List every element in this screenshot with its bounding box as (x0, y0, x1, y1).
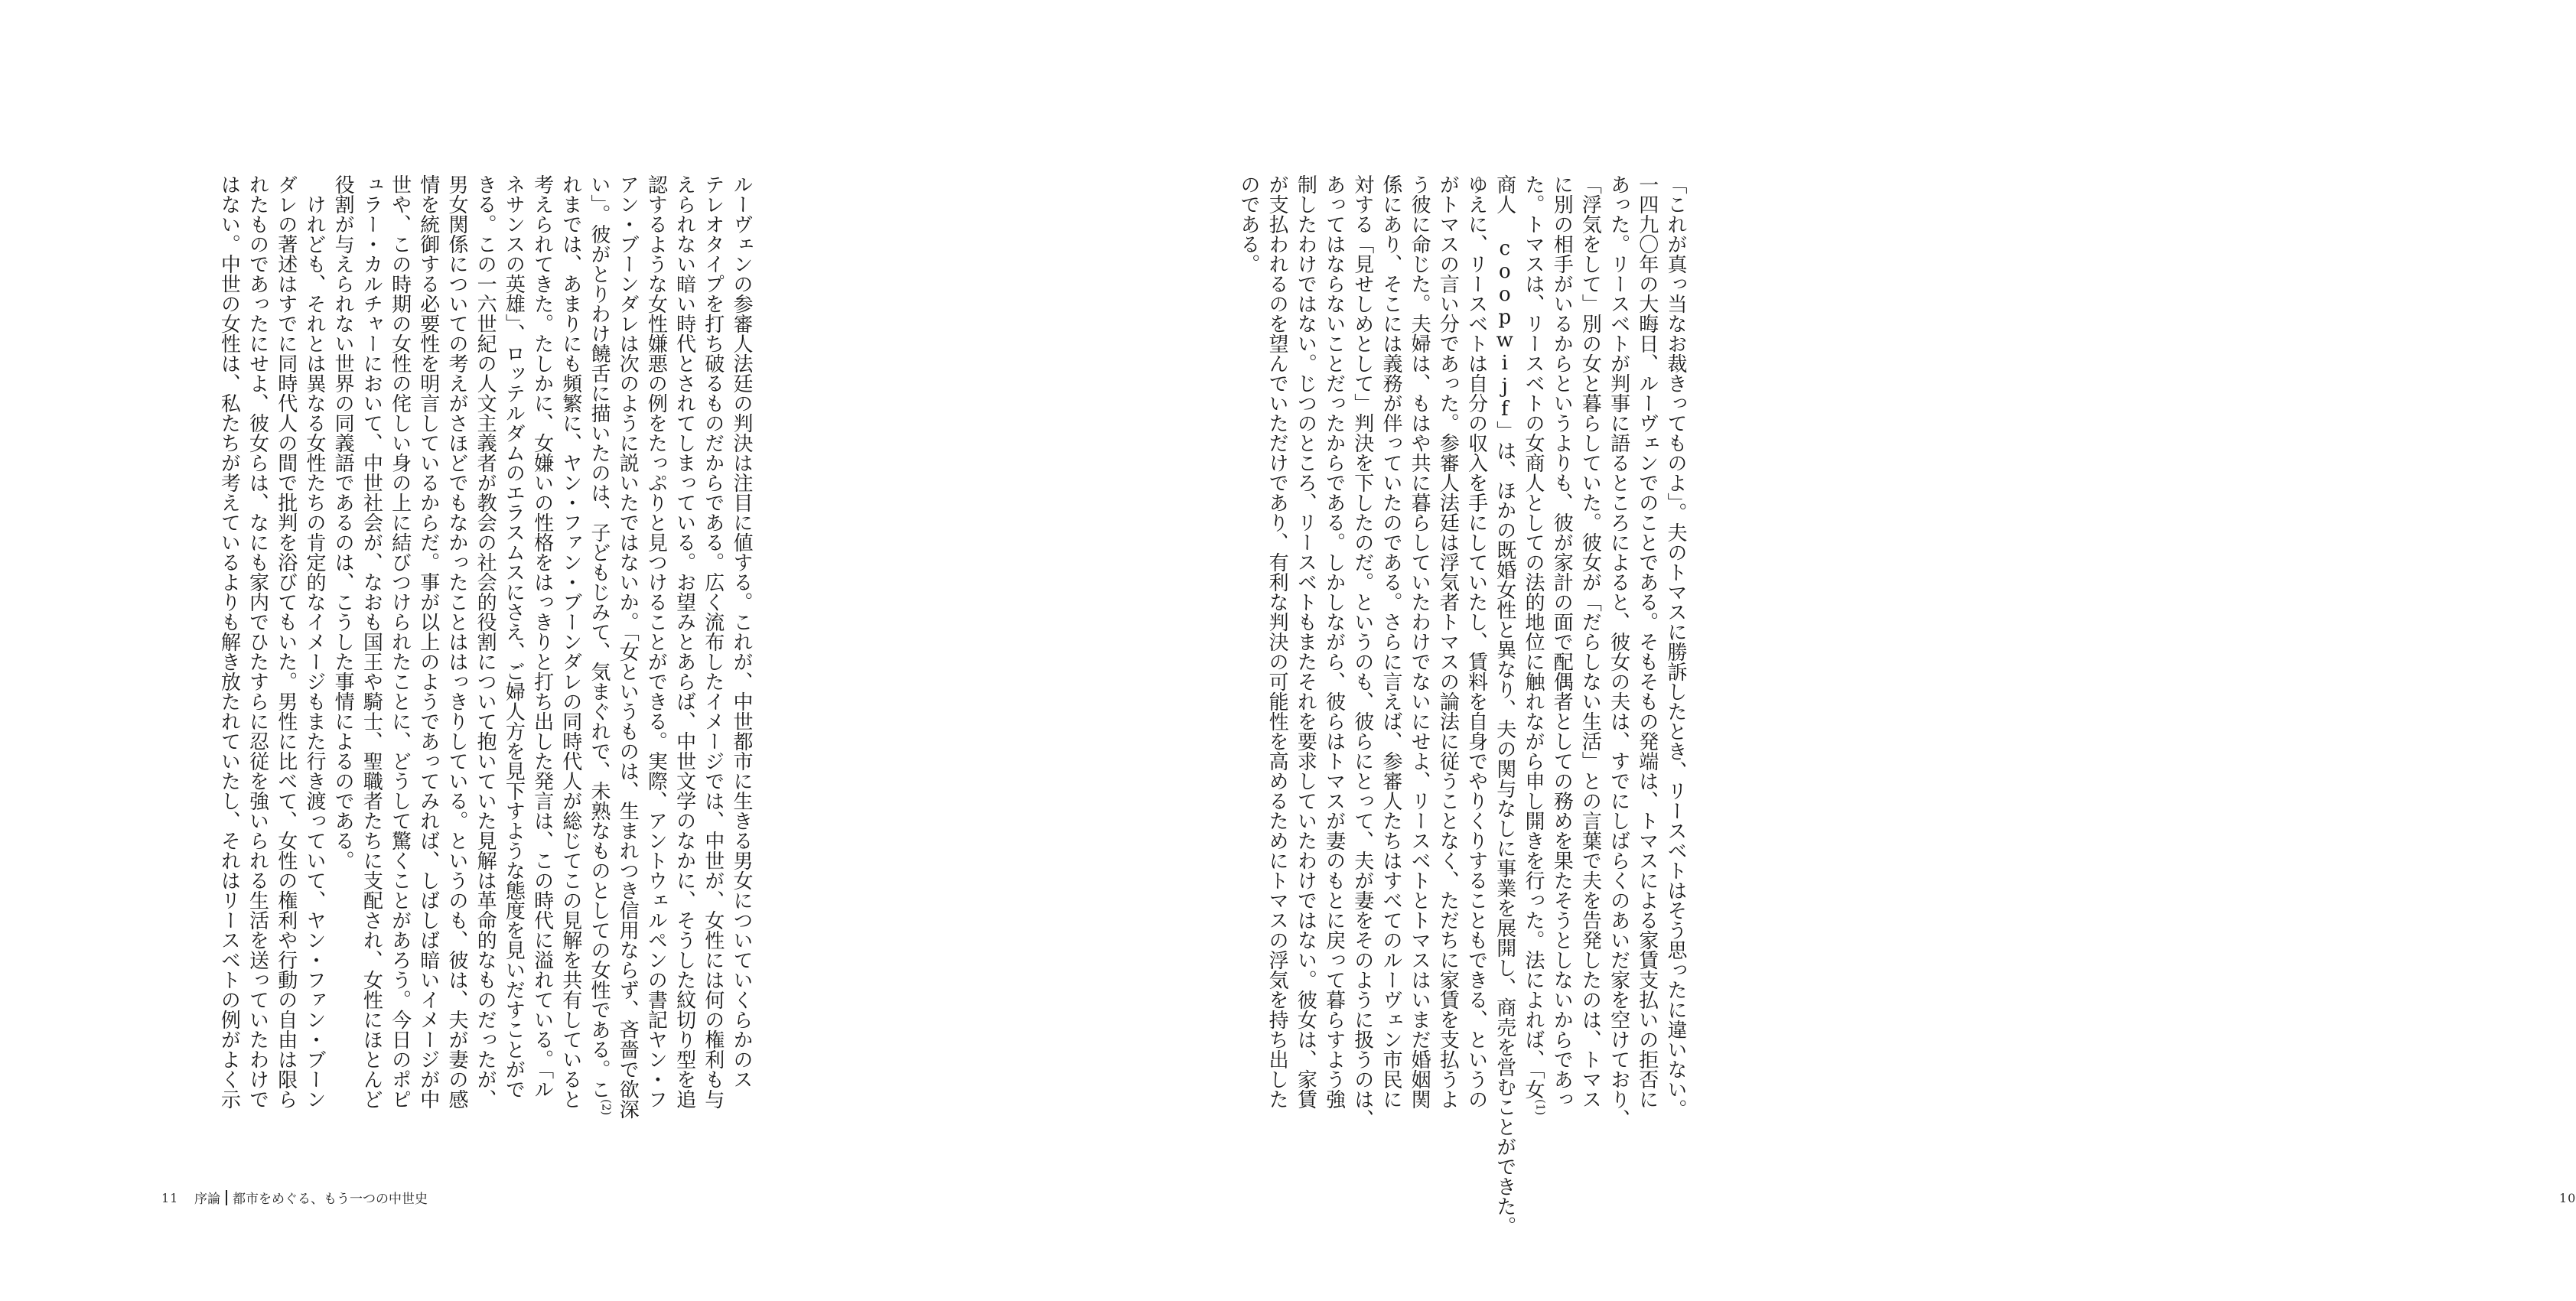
text-line (585, 174, 613, 1115)
text-fragment: た。トマスは、リースベトの女商人としての法的地位に触れながら申し開きを行った。法によれば、「女 (1521, 174, 1545, 1099)
text-line: テレオタイプを打ち破るものだからである。広く流布したイメージでは、中世が、女性には何の権利も与 (701, 174, 725, 1109)
text-line (1519, 174, 1547, 1115)
page-number: 11 (161, 1191, 179, 1205)
right-page-body (1234, 174, 1689, 1236)
text-line: アン・ブーンダレは次のように説いたではないか。「女というものは、生まれつき信用ならず、吝嗇で欲深 (616, 174, 640, 1119)
text-line: のである。 (1236, 174, 1260, 274)
footnote-marker[interactable]: (2) (599, 1099, 614, 1116)
text-line: あってはならないことだったからである。しかしながら、彼らはトマスが妻のもとに戻って暮らすよう強 (1322, 174, 1346, 1109)
text-line: 商人 coopwijf」は、ほかの既婚女性と異なり、夫の関与なしに事業を展開し、商売を営むことができた。 (1493, 174, 1516, 1236)
text-line: 世や、この時期の女性の侘しい身の上に結びつけられたことに、どうして驚くことがあろう。今日のポピ (388, 174, 412, 1109)
text-line: えられない暗い時代とされてしまっている。お望みとあらば、中世文学のなかに、そうした紋切り型を追 (672, 174, 696, 1109)
text-line: れまでは、あまりにも頻繁に、ヤン・ファン・ブーンダレの同時代人が総じてこの見解を共有していると (559, 174, 582, 1109)
text-line: ルーヴェンの参審人法廷の判決は注目に値する。これが、中世都市に生きる男女についていくらかのス (730, 174, 753, 1089)
text-line: 「浮気をして」別の女と暮らしていた。彼女が「だらしない生活」との言葉で夫を告発したのは、トマス (1578, 174, 1602, 1109)
text-line: れたものであったにせよ、彼女らは、なにも家内でひたすらに忍従を強いられる生活を送っていたわけで (246, 174, 269, 1109)
text-line: に別の相手がいるからというよりも、彼が家計の面で配偶者としての務めを果たそうとしないからであっ (1550, 174, 1574, 1109)
text-line: 係にあり、そこには義務が伴っていたのである。さらに言えば、参審人たちはすべてのルーヴェン市民に (1379, 174, 1402, 1109)
text-line: あった。リースベトが判事に語るところによると、彼女の夫は、すでにしばらくのあいだ家を空けており、 (1607, 174, 1630, 1129)
running-head-title: 都市をめぐる、もう一つの中世史 (233, 1192, 428, 1207)
text-line: ダレの著述はすでに同時代人の間で批判を浴びてもいた。男性に比べて、女性の権利や行動の自由は限ら (274, 174, 298, 1109)
right-page (910, 0, 2576, 1301)
running-head-divider (226, 1190, 227, 1205)
text-line: ゆえに、リースベトは自分の収入を手にしていたし、賃料を自身でやりくりすることもできる、というの (1464, 174, 1488, 1109)
text-line: ネサンスの英雄」、ロッテルダムのエラスムスにさえ、ご婦人方を見下すような態度を見いだすことがで (502, 174, 526, 1099)
text-line: う彼に命じた。夫婦は、もはや共に暮らしていたわけでないにせよ、リースベトとトマスはいまだ婚姻関 (1408, 174, 1431, 1109)
text-line: 考えられてきた。たしかに、女嫌いの性格をはっきりと打ち出した発言は、この時代に溢れている。「ル (530, 174, 554, 1099)
text-line: ュラー・カルチャーにおいて、中世社会が、なおも国王や騎士、聖職者たちに支配され、女性にほとんど (360, 174, 383, 1109)
text-line: 対する「見せしめとして」判決を下したのだ。というのも、彼らにとって、夫が妻をそのように扱うのは、 (1350, 174, 1374, 1129)
text-line: きる。この一六世紀の人文主義者が教会の社会的役割について抱いていた見解は革命的なものだったが、 (474, 174, 497, 1109)
running-head-part: 序論 (194, 1192, 220, 1207)
text-line: 役割が与えられない世界の同義語であるのは、こうした事情によるのである。 (331, 174, 355, 870)
text-line: 制したわけではない。じつのところ、リースベトもまたそれを要求していたわけではない。彼女は、家賃 (1294, 174, 1317, 1109)
text-line: 認するような女性嫌悪の例をたっぷりと見つけることができる。実際、アントウェルペンの書記ヤン・フ (644, 174, 668, 1109)
text-line: 一四九〇年の大晦日、ルーヴェンでのことである。そもそもの発端は、トマスによる家賃支払いの拒否に (1635, 174, 1659, 1109)
text-line: がトマスの言い分であった。参審人法廷は浮気者トマスの論法に従うことなく、ただちに家賃を支払うよ (1436, 174, 1460, 1109)
left-page (0, 0, 910, 1301)
text-line: 情を統御する必要性を明言しているからだ。事が以上のようであってみれば、しばしば暗いイメージが中 (416, 174, 440, 1109)
left-page-body (214, 174, 755, 1119)
footnote-marker[interactable]: (1) (1533, 1099, 1548, 1116)
page-number: 10 (2559, 1191, 2576, 1205)
text-line: が支払われるのを望んでいただけであり、有利な判決の可能性を高めるためにトマスの浮気を持ち出した (1265, 174, 1289, 1109)
text-line: はない。中世の女性は、私たちが考えているよりも解き放たれていたし、それはリースベトの例がよく示 (217, 174, 241, 1109)
text-line: 「これが真っ当なお裁きってものよ」。夫のトマスに勝訴したとき、リースベトはそう思ったに違いない。 (1664, 174, 1687, 1119)
text-line: けれども、それとは異なる女性たちの肯定的なイメージもまた行き渡っていて、ヤン・ファン・ブーン (302, 174, 326, 1109)
text-fragment: い」。彼がとりわけ饒舌に描いたのは、子どもじみて、気まぐれで、未熟なものとしての女性である。こ (587, 174, 611, 1099)
running-head (194, 1188, 428, 1207)
text-line: 男女関係についての考えがさほどでもなかったことははっきりしている。というのも、彼は、夫が妻の感 (445, 174, 468, 1109)
